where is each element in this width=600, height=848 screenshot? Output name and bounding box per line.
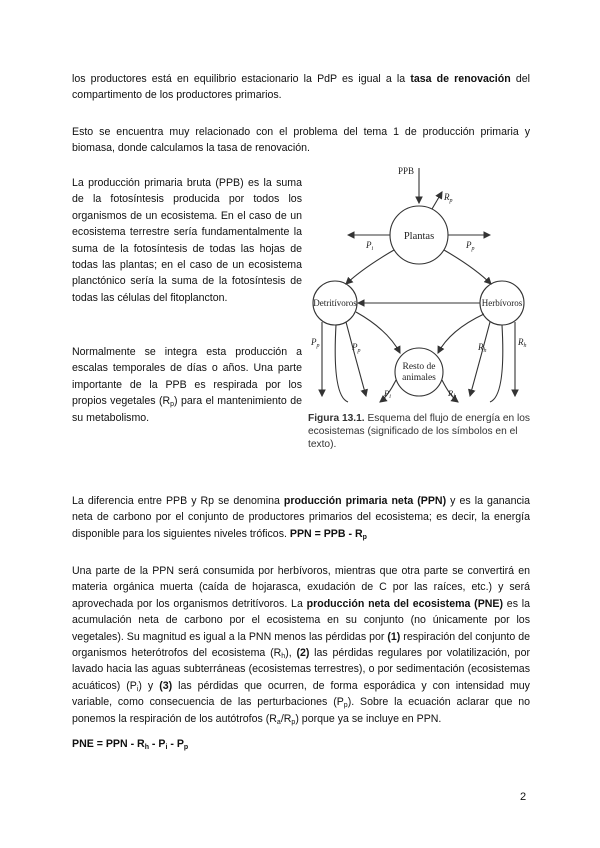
paragraph-escalas: Normalmente se integra esta producción a escalas temporales de días o años. Una parte importante de la PPB es respirada por los propios vegetales $(R_p)$ para el mantenimiento de su metabolismo. bbox=[72, 346, 302, 424]
paragraph-relacion: Esto se encuentra muy relacionado con el problema del tema 1 de producción primaria y biomasa, donde calculamos la tasa de renovación. bbox=[72, 126, 530, 155]
ppb-label: PPB bbox=[398, 166, 415, 176]
plantas-detritivoros-arrow bbox=[346, 250, 394, 284]
resto-animales-node bbox=[395, 348, 443, 396]
pp-left-label: $P_p$ bbox=[311, 337, 320, 349]
rp-arrow bbox=[432, 192, 442, 209]
pp-mid-label: $P_p$ bbox=[352, 342, 361, 354]
herbivoros-label: Herbívoros bbox=[481, 298, 523, 308]
equation-pne: PNE = PPN - $R_h - P_i - P_p$ bbox=[72, 738, 189, 751]
rp-label: $R_p$ bbox=[444, 192, 453, 204]
paragraph-renovacion: los productores está en equilibrio estacionario la PdP es igual a la tasa de renovación del compartimento de los productores primarios. bbox=[72, 73, 530, 102]
paragraph-pne: Una parte de la PPN será consumida por herbívoros, mientras que otra parte se convertirá en materia orgánica muerta (caída de hojarasca, exudación de C por las raíces, etc.) y será aprovechada por los organismos detritívoros. La producción neta del ecosistema (PNE) es la acumulación neta de carbono por el ecosistema en su conjunto (no únicamente por los vegetales). Su magnitud es igual a la PNN menos las pérdidas por (1) respiración del conjunto de organismos heterótrofos del ecosistema $(R_h)$, (2) las pérdidas regulares por volatilización, por lavado hacia las aguas subterráneas (ecosistemas terrestres), o por sedimentación (ecosistemas acuáticos) $(P_i)$ y (3) las pérdidas que ocurren, de forma esporádica y con intensidad muy variable, como consecuencia de las perturbaciones $(P_p)$. Sobre la ecuación aclarar que no ponemos la respiración de los autótrofos $(R_a/R_p)$ porque ya se incluye en PPN. bbox=[72, 565, 531, 726]
pi-inner-label: $P_i$ bbox=[384, 388, 391, 400]
rh-mid-label: $R_h$ bbox=[478, 342, 487, 354]
rh-inner-label: $R_h$ bbox=[448, 388, 457, 400]
rh-mid-arrow bbox=[470, 322, 490, 396]
detritivoros-resto-arrow bbox=[356, 312, 400, 353]
plantas-label: Plantas bbox=[403, 231, 435, 242]
energy-flow-figure bbox=[308, 160, 530, 450]
pi-left-label: $P_i$ bbox=[366, 240, 374, 252]
pp-mid-arrow bbox=[346, 322, 366, 396]
resto-label-line2: animales bbox=[402, 373, 436, 383]
rh-right-label: $R_h$ bbox=[518, 337, 527, 349]
right-loop-line bbox=[490, 325, 503, 402]
paragraph-ppb: La producción primaria bruta (PPB) es la suma de la fotosíntesis producida por todos los organismos de un ecosistema. En el caso de un ecosistema terrestre sería fundamentalmente la suma de la fotosíntesis de todas las hojas de todas las plantas; en el caso de un ecosistema planctónico sería la suma de la fotosíntesis de todas las células del fitoplancton. bbox=[72, 177, 302, 304]
resto-label-line1: Resto de bbox=[402, 362, 436, 372]
plantas-herbivoros-arrow bbox=[444, 250, 491, 284]
paragraph-ppn: La diferencia entre PPB y Rp se denomina producción primaria neta (PPN) y es la ganancia neta de carbono por el conjunto de productores primarios del ecosistema; es decir, la energía disponible para los siguientes niveles tróficos. PPN = PPB - $R_p$ bbox=[72, 495, 530, 541]
left-loop-line bbox=[335, 325, 348, 402]
figure-caption: Figura 13.1. Esquema del flujo de energía en los ecosistemas (significado de los símbolos en el texto). bbox=[308, 413, 530, 450]
detritivoros-label: Detritívoros bbox=[313, 298, 357, 308]
energy-flow-diagram bbox=[308, 160, 530, 450]
pp-right-label: $P_p$ bbox=[466, 240, 475, 252]
page-number: 2 bbox=[520, 791, 527, 803]
